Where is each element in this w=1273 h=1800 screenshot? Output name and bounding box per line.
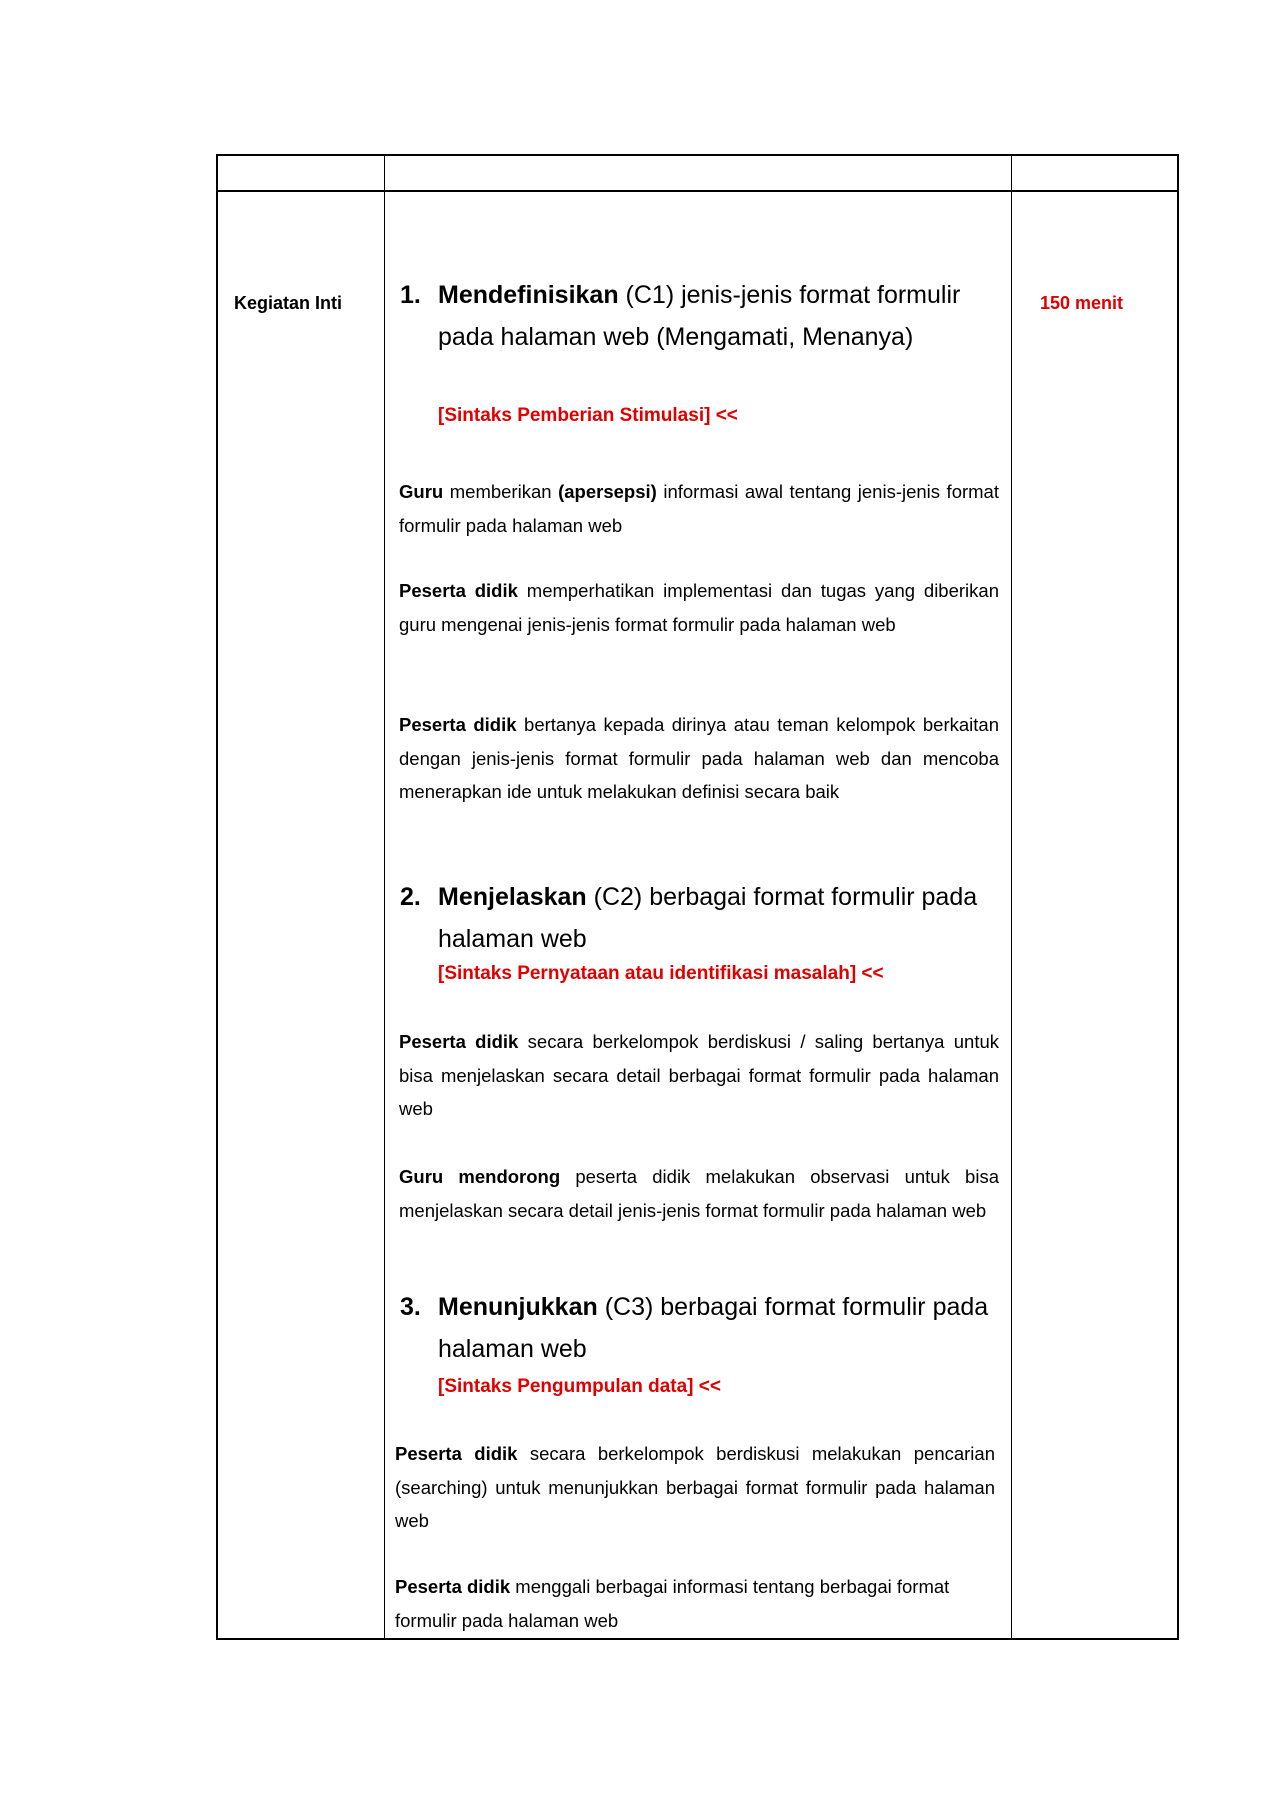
row-label: Kegiatan Inti [234, 293, 343, 313]
step-verb: Menunjukkan [438, 1293, 598, 1321]
paragraph: Guru memberikan (apersepsi) informasi awal tentang jenis-jenis format formulir pada halaman web [399, 481, 999, 536]
paragraph: Peserta didik secara berkelompok berdiskusi melakukan pencarian (searching) untuk menunjukkan berbagai format formulir pada halaman web [395, 1443, 995, 1531]
step-number: 3. [400, 1293, 421, 1321]
step-text: (C2) berbagai format formulir pada halaman web [438, 883, 978, 953]
paragraph: Peserta didik secara berkelompok berdiskusi / saling bertanya untuk bisa menjelaskan secara detail berbagai format formulir pada halaman web [399, 1031, 999, 1119]
sintaks-label: [Sintaks Pernyataan atau identifikasi masalah] << [438, 963, 884, 984]
sintaks-label: [Sintaks Pengumpulan data] << [438, 1376, 721, 1397]
sintaks-label: [Sintaks Pemberian Stimulasi] << [438, 405, 738, 426]
paragraph: Peserta didik menggali berbagai informasi tentang berbagai format formulir pada halaman web [395, 1576, 950, 1631]
paragraph: Peserta didik bertanya kepada dirinya atau teman kelompok berkaitan dengan jenis-jenis format formulir pada halaman web dan mencoba menerapkan ide untuk melakukan definisi secara baik [399, 714, 1000, 802]
column-divider [1011, 156, 1012, 1638]
paragraph: Guru mendorong peserta didik melakukan observasi untuk bisa menjelaskan secara detail jenis-jenis format formulir pada halaman web [399, 1166, 999, 1221]
step-number: 1. [400, 281, 421, 309]
step-text: (C1) jenis-jenis format formulir pada halaman web (Mengamati, Menanya) [438, 281, 961, 351]
step-number: 2. [400, 883, 421, 911]
step-verb: Mendefinisikan [438, 281, 619, 309]
step-heading [400, 1286, 1000, 1370]
step-verb: Menjelaskan [438, 883, 587, 911]
step-text: (C3) berbagai format formulir pada halaman web [438, 1293, 989, 1363]
duration: 150 menit [1040, 293, 1124, 313]
paragraph: Peserta didik memperhatikan implementasi dan tugas yang diberikan guru mengenai jenis-jenis format formulir pada halaman web [399, 580, 999, 635]
column-divider [384, 156, 385, 1638]
step-heading [400, 274, 1000, 358]
header-row-divider [218, 190, 1177, 192]
step-heading [400, 876, 1000, 960]
